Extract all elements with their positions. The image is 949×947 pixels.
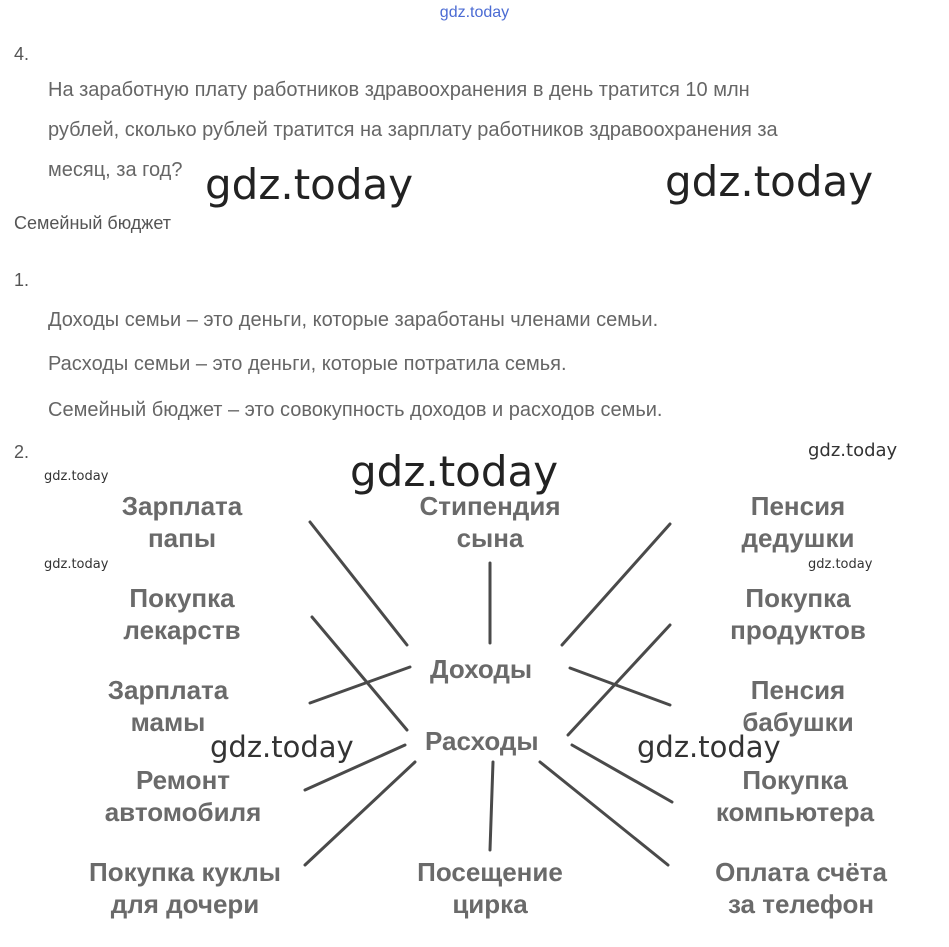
item-zarplata-papy: Зарплата папы (121, 491, 243, 553)
task4-line-2: рублей, сколько рублей тратится на зарплату работников здравоохранения за (48, 119, 778, 141)
item-pokupka-lekarstv: Покупка лекарств (123, 583, 241, 645)
task1-line-2: Расходы семьи – это деньги, которые потратила семья. (48, 353, 567, 375)
item-poseshchenie-cirka: Посещение цирка (417, 857, 563, 919)
task1-line-1: Доходы семьи – это деньги, которые заработаны членами семьи. (48, 309, 659, 331)
item-pokupka-kompyutera: Покупка компьютера (715, 765, 875, 827)
watermark: gdz.today (350, 447, 559, 496)
task1-number: 1. (14, 270, 30, 290)
center-expenses: Расходы (425, 726, 539, 756)
item-pokupka-produktov: Покупка продуктов (730, 583, 866, 645)
task1-line-3: Семейный бюджет – это совокупность доходов и расходов семьи. (48, 399, 663, 421)
center-income: Доходы (430, 654, 533, 684)
task4-line-3: месяц, за год? (48, 159, 183, 181)
section-title: Семейный бюджет (14, 213, 171, 233)
watermark: gdz.today (808, 440, 898, 461)
item-stipendiya-syna: Стипендия сына (419, 491, 561, 553)
watermark: gdz.today (210, 730, 354, 764)
line-telefon (540, 762, 668, 865)
item-remont-avtomobilya: Ремонт автомобиля (104, 765, 262, 827)
task4-line-1: На заработную плату работников здравоохранения в день тратится 10 млн (48, 79, 750, 101)
watermark: gdz.today (205, 160, 414, 209)
line-kukly (305, 762, 415, 865)
item-pensiya-dedushki: Пенсия дедушки (741, 491, 855, 553)
watermark: gdz.today (637, 730, 781, 764)
line-pokupka-produktov (568, 625, 670, 735)
item-pensiya-babushki: Пенсия бабушки (742, 675, 854, 737)
watermark-top: gdz.today (439, 4, 510, 21)
item-zarplata-mamy: Зарплата мамы (107, 675, 229, 737)
line-pensiya-babushki (570, 668, 670, 705)
task2-number: 2. (14, 442, 30, 462)
line-cirk (490, 762, 493, 850)
watermark: gdz.today (665, 157, 874, 206)
watermark: gdz.today (44, 557, 109, 572)
watermark: gdz.today (808, 557, 873, 572)
task4-number: 4. (14, 44, 30, 64)
watermark: gdz.today (44, 469, 109, 484)
item-pokupka-kukly: Покупка куклы для дочери (89, 857, 281, 919)
item-oplata-telefon: Оплата счёта за телефон (715, 857, 887, 919)
